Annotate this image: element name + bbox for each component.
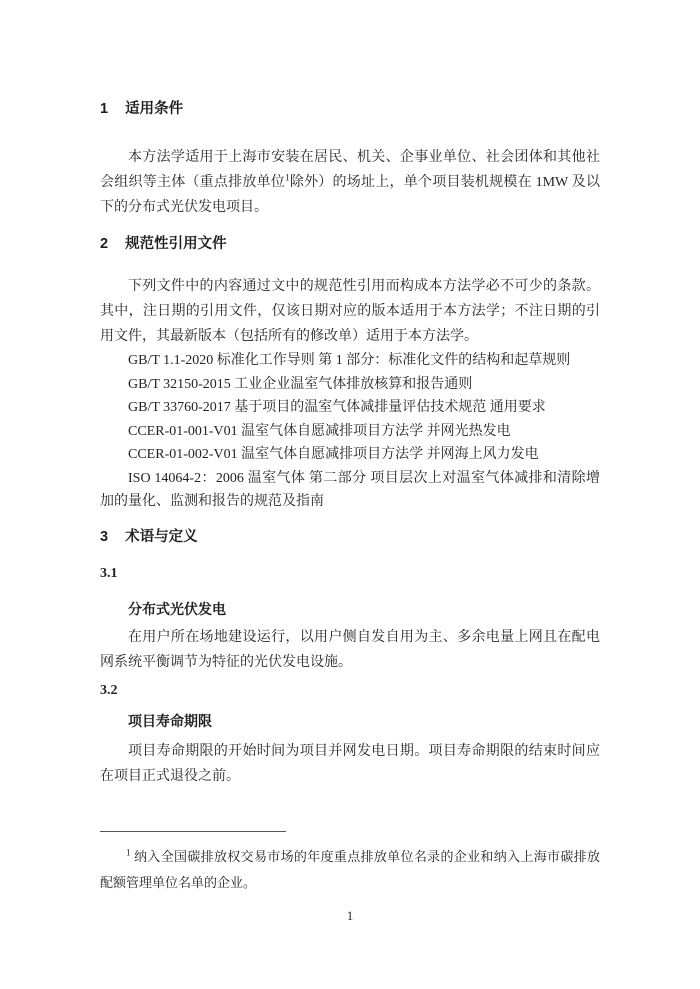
reference-item: CCER-01-002-V01 温室气体自愿减排项目方法学 并网海上风力发电 <box>128 447 539 462</box>
section-1-number: 1 <box>100 101 109 117</box>
footnote-divider <box>100 831 286 832</box>
section-1-title: 适用条件 <box>125 101 184 117</box>
term-definition: 在用户所在场地建设运行，以用户侧自发自用为主、多余电量上网且在配电网系统平衡调节为特征的光伏发电设施。 <box>100 629 600 670</box>
reference-item: ISO 14064-2：2006 温室气体 第二部分 项目层次上对温室气体减排和清除增加的量化、监测和报告的规范及指南 <box>100 470 600 509</box>
page-number: 1 <box>346 908 354 923</box>
section-1-paragraph <box>100 145 600 220</box>
section-2-title: 规范性引用文件 <box>125 236 227 252</box>
section-2-heading <box>100 235 600 253</box>
footnote-body: 纳入全国碳排放权交易市场的年度重点排放单位名录的企业和纳入上海市碳排放配额管理单位名单的企业。 <box>100 849 600 890</box>
footnote-number: 1 <box>126 847 131 858</box>
section-3-heading <box>100 528 600 546</box>
footnote-text <box>100 844 600 896</box>
footnote-reference-marker: 1 <box>285 172 290 183</box>
document-content <box>100 100 600 789</box>
term-definition: 项目寿命期限的开始时间为项目并网发电日期。项目寿命期限的结束时间应在项目正式退役之前。 <box>100 743 600 784</box>
section-3-title: 术语与定义 <box>125 528 198 545</box>
section-1-heading <box>100 100 600 118</box>
term-name: 项目寿命期限 <box>128 712 212 729</box>
reference-item: CCER-01-001-V01 温室气体自愿减排项目方法学 并网光热发电 <box>128 423 511 439</box>
paragraph-text-after-footnote-ref: 除外）的场址上，单个项目装机规模在 1MW 及以下的分布式光伏发电项目。 <box>100 175 600 215</box>
term-number: 3.2 <box>100 682 118 698</box>
footnote <box>100 831 600 896</box>
section-3-number: 3 <box>100 528 109 545</box>
reference-item: GB/T 1.1-2020 标准化工作导则 第 1 部分：标准化文件的结构和起草规则 <box>128 353 571 368</box>
paragraph-text-before-footnote-ref: 本方法学适用于上海市安装在居民、机关、企事业单位、社会团体和其他社会组织等主体（重点排放单位 <box>100 150 600 190</box>
reference-item: GB/T 32150-2015 工业企业温室气体排放核算和报告通则 <box>128 376 473 392</box>
term-name: 分布式光伏发电 <box>128 600 226 617</box>
term-number: 3.1 <box>100 565 118 581</box>
section-2-intro-paragraph: 下列文件中的内容通过文中的规范性引用而构成本方法学必不可少的条款。其中，注日期的引用文件，仅该日期对应的版本适用于本方法学；不注日期的引用文件，其最新版本（包括所有的修改单）适用于本方法学。 <box>100 279 600 344</box>
section-2-number: 2 <box>100 236 109 252</box>
reference-item: GB/T 33760-2017 基于项目的温室气体减排量评估技术规范 通用要求 <box>128 400 546 415</box>
